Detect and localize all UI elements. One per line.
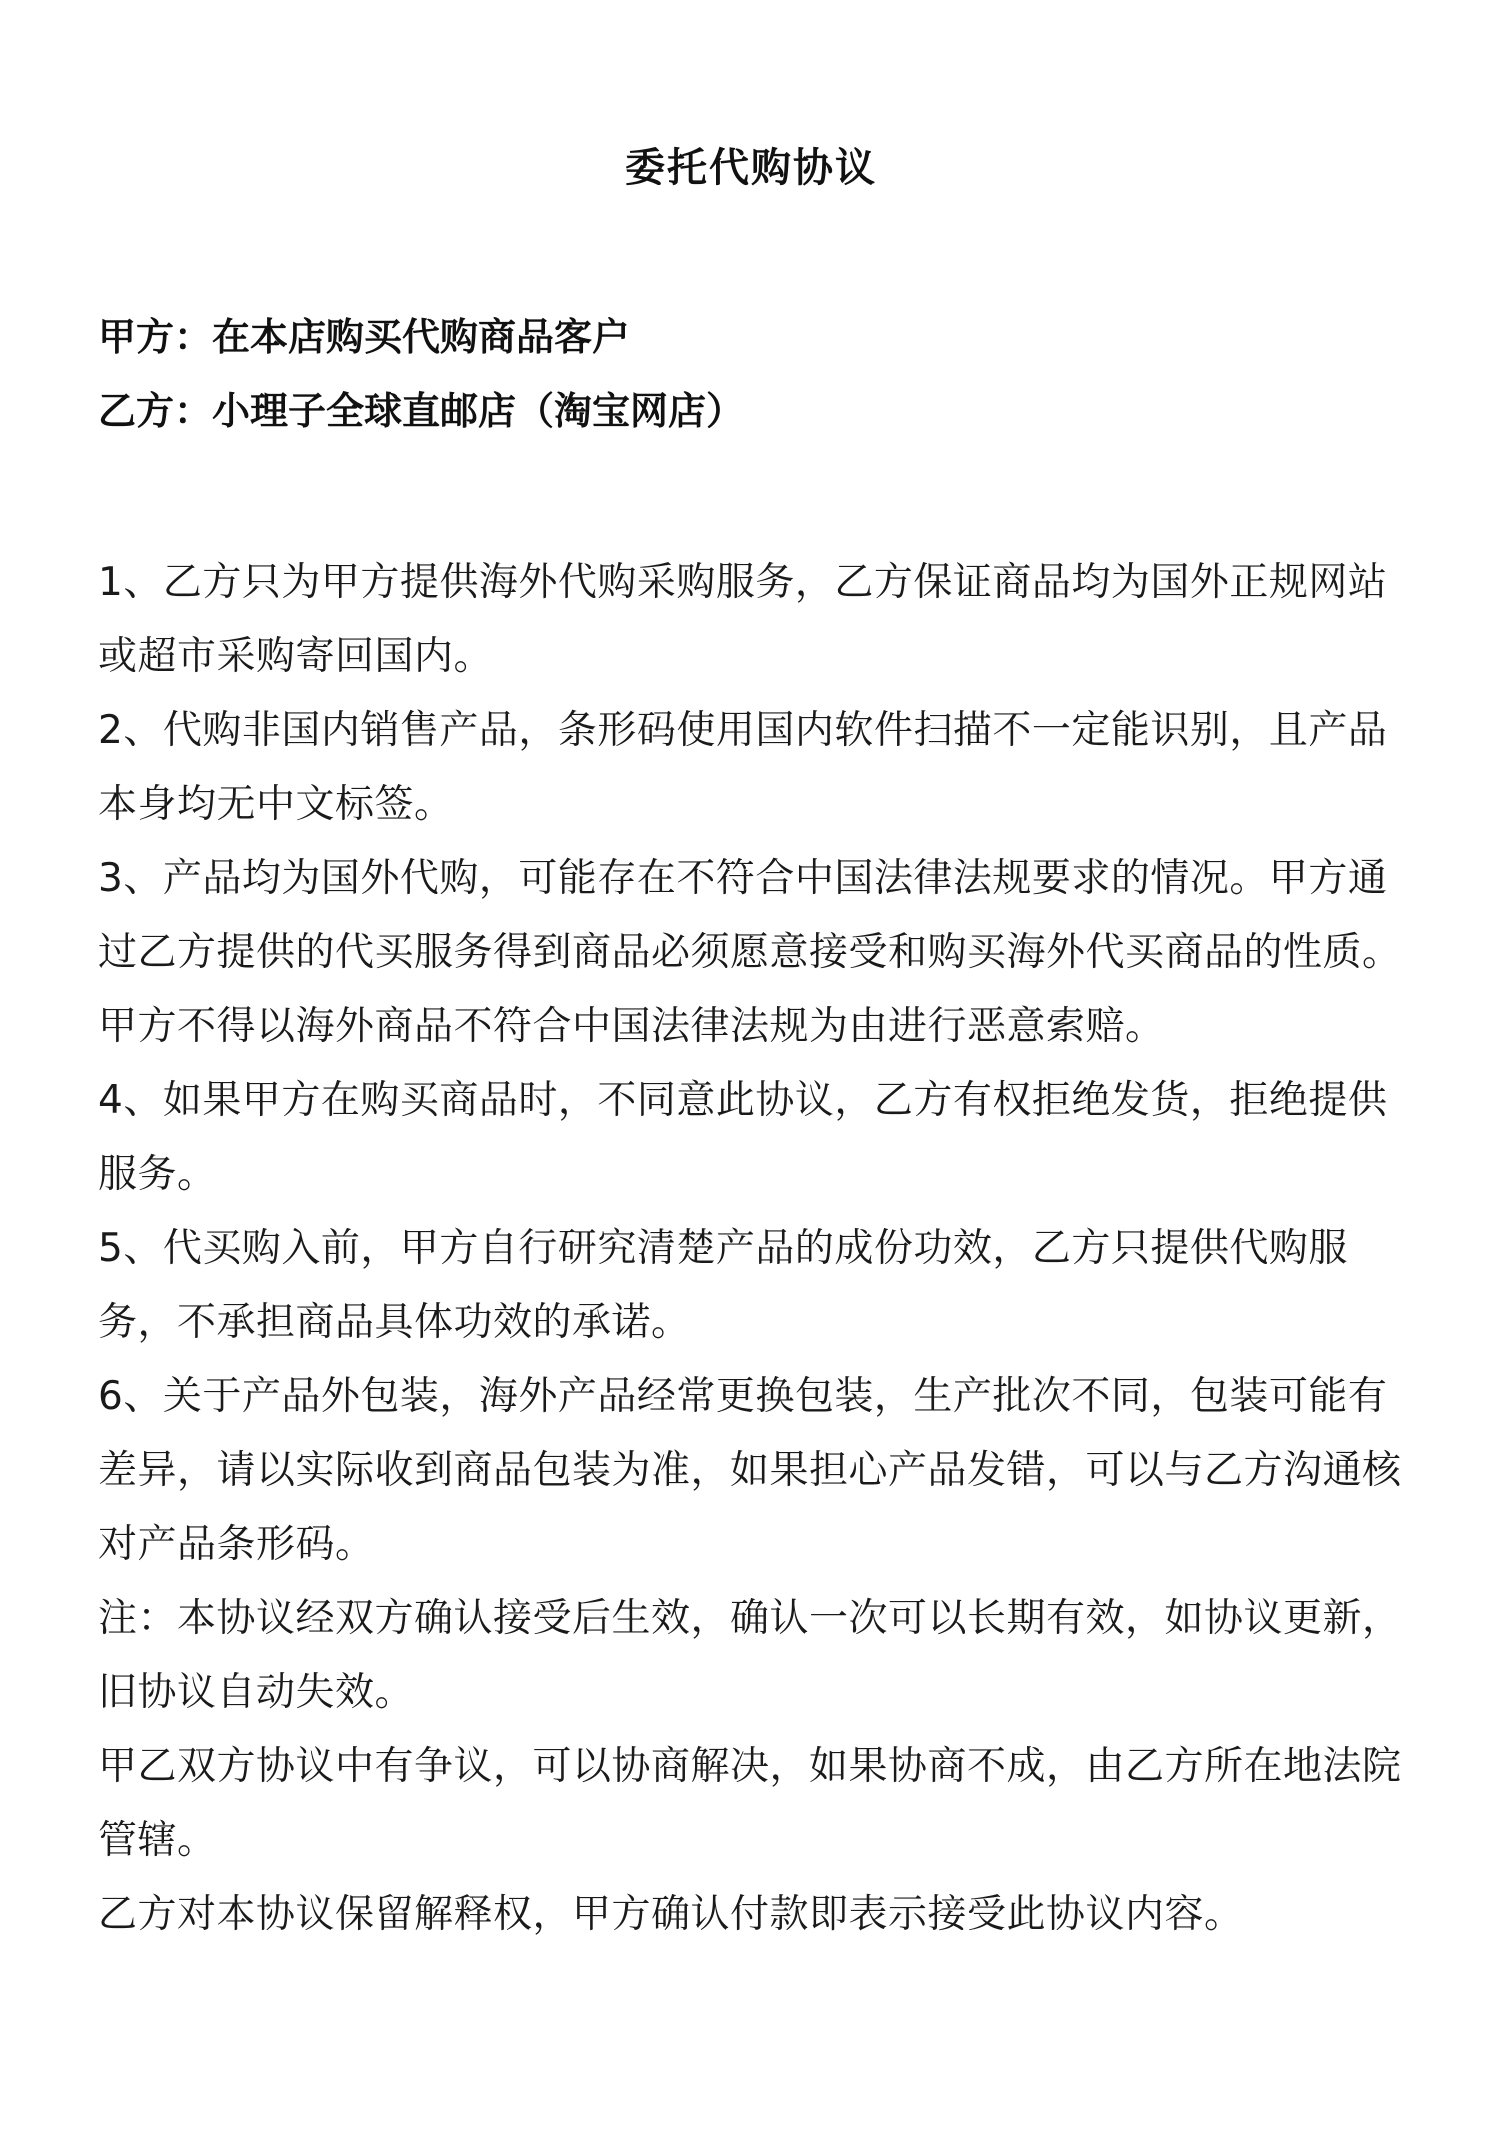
parties-section: [98, 300, 1404, 448]
party-b-line: 乙方：小理子全球直邮店（淘宝网店）: [98, 389, 745, 433]
clauses-section: [98, 546, 1404, 1952]
clause-6: 6、关于产品外包装，海外产品经常更换包装，生产批次不同，包装可能有差异，请以实际收到商品包装为准，如果担心产品发错，可以与乙方沟通核对产品条形码。: [98, 1374, 1402, 1567]
note-dispute: 甲乙双方协议中有争议，可以协商解决，如果协商不成，由乙方所在地法院管辖。: [98, 1744, 1402, 1863]
clause-2: 2、代购非国内销售产品，条形码使用国内软件扫描不一定能识别，且产品本身均无中文标签。: [98, 708, 1388, 827]
clause-4: 4、如果甲方在购买商品时，不同意此协议，乙方有权拒绝发货，拒绝提供服务。: [98, 1078, 1388, 1197]
note-effectivity: 注：本协议经双方确认接受后生效，确认一次可以长期有效，如协议更新，旧协议自动失效。: [98, 1596, 1402, 1715]
clause-1: 1、乙方只为甲方提供海外代购采购服务，乙方保证商品均为国外正规网站或超市采购寄回国内。: [98, 560, 1388, 679]
clause-3: 3、产品均为国外代购，可能存在不符合中国法律法规要求的情况。甲方通过乙方提供的代买服务得到商品必须愿意接受和购买海外代买商品的性质。甲方不得以海外商品不符合中国法律法规为由进行恶意索赔。: [98, 856, 1402, 1049]
note-interpretation: 乙方对本协议保留解释权，甲方确认付款即表示接受此协议内容。: [98, 1892, 1244, 1937]
party-a-line: 甲方：在本店购买代购商品客户: [98, 315, 631, 359]
clause-5: 5、代买购入前，甲方自行研究清楚产品的成份功效，乙方只提供代购服务，不承担商品具体功效的承诺。: [98, 1226, 1348, 1345]
document-title: 委托代购协议: [625, 145, 877, 191]
